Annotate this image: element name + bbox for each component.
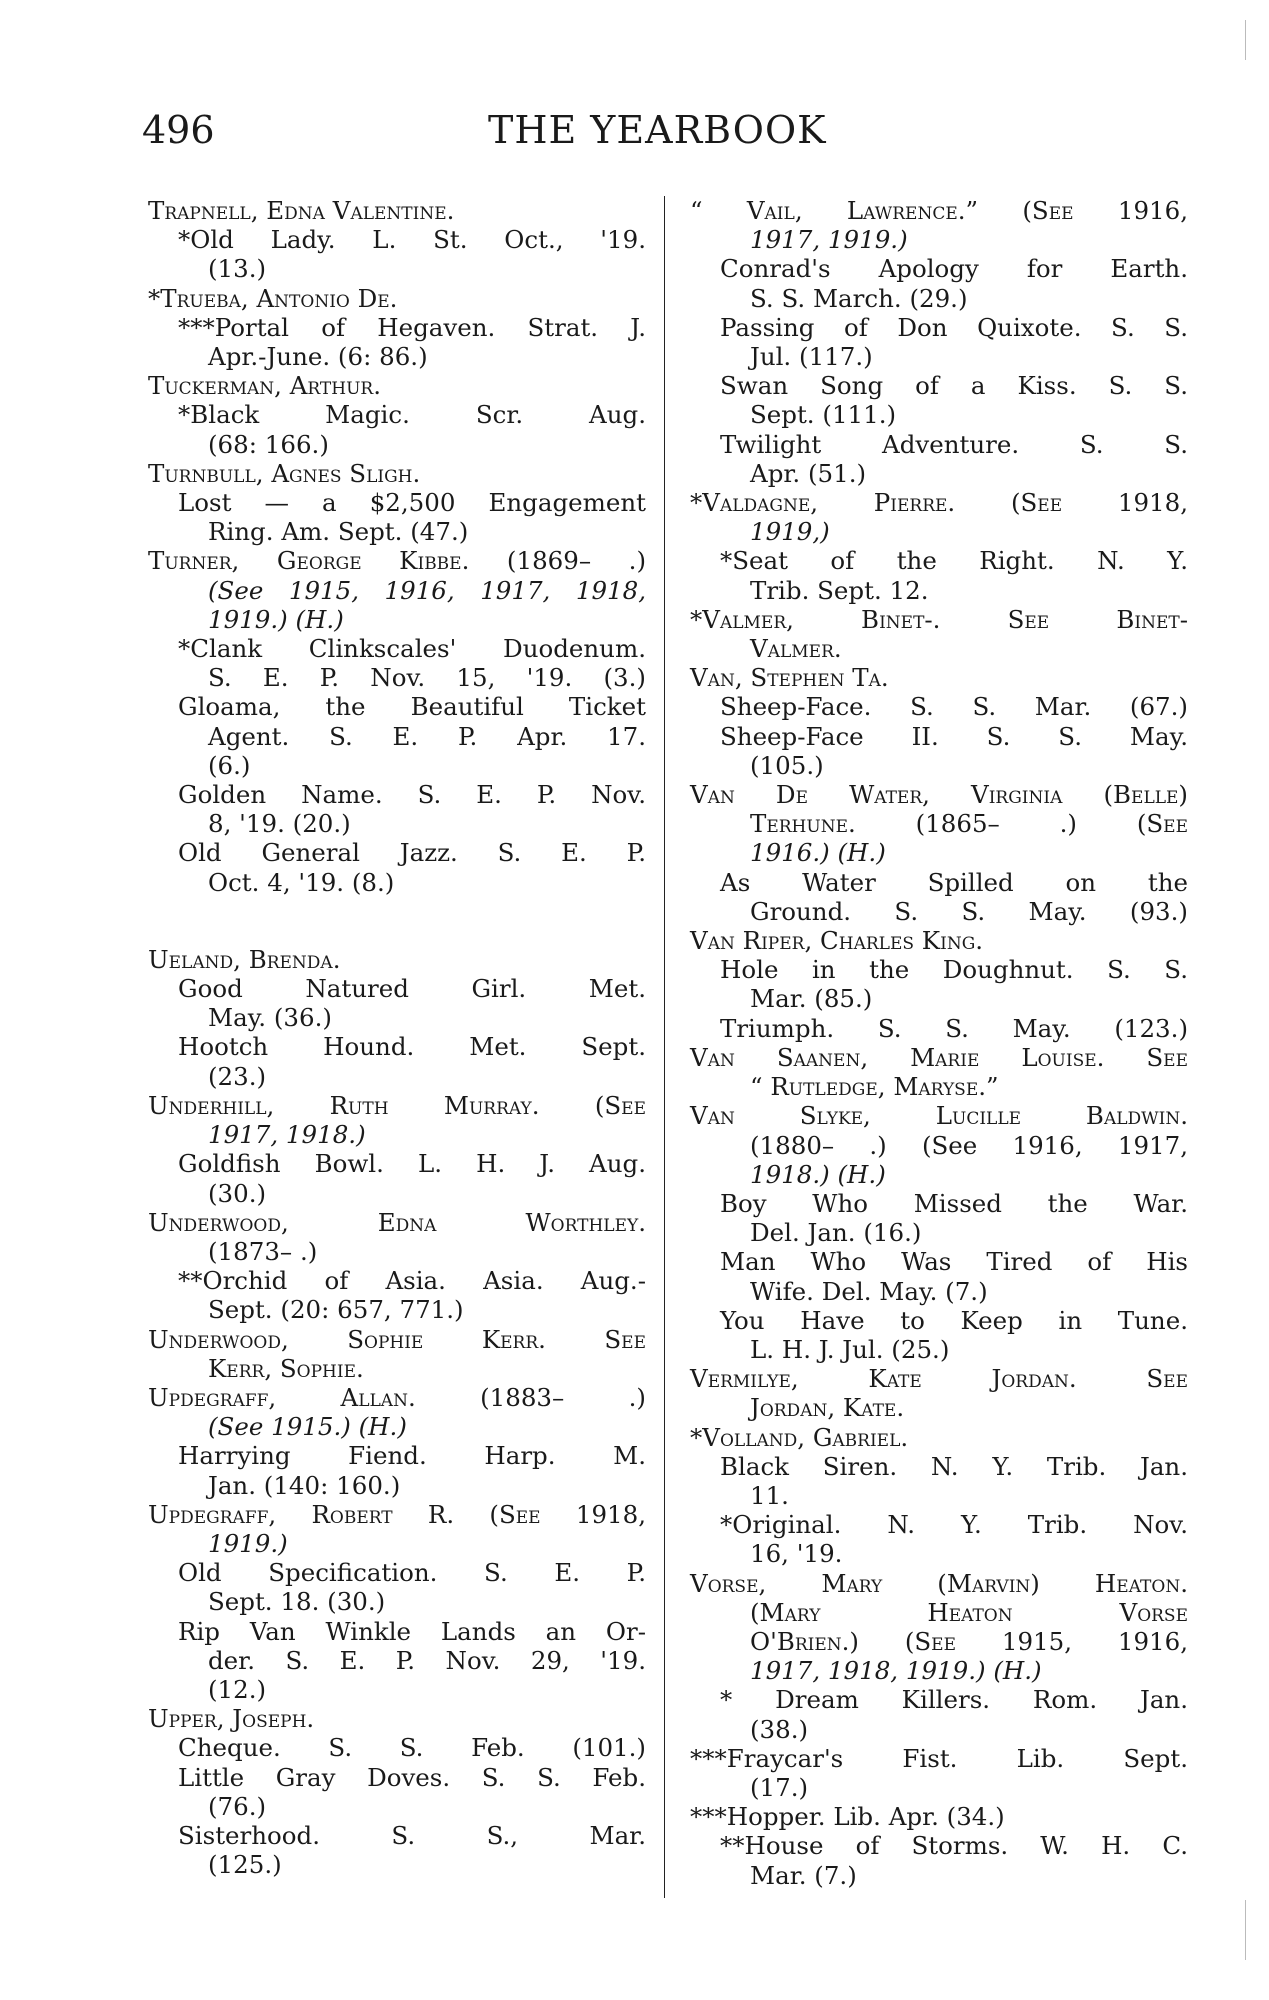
index-line: Sept. (111.) xyxy=(750,400,897,430)
index-line: Turnbull, Agnes Sligh. xyxy=(148,458,421,488)
index-line: Gloama, the Beautiful Ticket xyxy=(178,692,646,722)
left-column xyxy=(148,196,646,1879)
index-line: Triumph. S. S. May. (123.) xyxy=(720,1013,1188,1043)
index-line: Terhune. (1865– .) (See xyxy=(750,809,1188,839)
index-line: S. S. March. (29.) xyxy=(750,283,968,313)
index-line: Passing of Don Quixote. S. S. xyxy=(720,312,1188,342)
index-line: Ground. S. S. May. (93.) xyxy=(750,896,1188,926)
index-line: (See 1915.) (H.) xyxy=(208,1412,407,1442)
scan-mark xyxy=(1245,20,1246,60)
index-line: *Black Magic. Scr. Aug. xyxy=(178,400,646,430)
index-line: “ Rutledge, Maryse.” xyxy=(750,1072,999,1102)
index-line: 1919.) (H.) xyxy=(208,604,344,634)
index-line: Man Who Was Tired of His xyxy=(720,1247,1188,1277)
index-line: Lost — a $2,500 Engagement xyxy=(178,488,646,518)
index-line: Ring. Am. Sept. (47.) xyxy=(208,517,469,547)
index-line: Vorse, Mary (Marvin) Heaton. xyxy=(690,1568,1188,1598)
index-line: 1917, 1918, 1919.) (H.) xyxy=(750,1656,1042,1686)
index-line: Rip Van Winkle Lands an Or- xyxy=(178,1616,646,1646)
index-line: Van De Water, Virginia (Belle) xyxy=(690,780,1188,810)
index-line: Upper, Joseph. xyxy=(148,1704,315,1734)
index-line: (Mary Heaton Vorse xyxy=(750,1597,1188,1627)
page-header xyxy=(142,108,842,168)
index-line: * Dream Killers. Rom. Jan. xyxy=(720,1685,1188,1715)
index-line: Underhill, Ruth Murray. (See xyxy=(148,1090,646,1120)
page-number: 496 xyxy=(142,108,215,152)
index-line: (1880– .) (See 1916, 1917, xyxy=(750,1130,1188,1160)
index-line: 1916.) (H.) xyxy=(750,838,886,868)
index-line: Jul. (117.) xyxy=(750,342,873,372)
index-line: **House of Storms. W. H. C. xyxy=(720,1831,1188,1861)
index-line: 16, '19. xyxy=(750,1539,843,1569)
index-line: der. S. E. P. Nov. 29, '19. xyxy=(208,1645,646,1675)
index-line: Jan. (140: 160.) xyxy=(208,1470,401,1500)
index-section xyxy=(148,945,646,1880)
index-line: ***Fraycar's Fist. Lib. Sept. xyxy=(690,1743,1188,1773)
right-column xyxy=(690,196,1188,1890)
index-line: Sheep-Face II. S. S. May. xyxy=(720,721,1188,751)
index-line: Updegraff, Allan. (1883– .) xyxy=(148,1382,646,1412)
index-section xyxy=(148,196,646,897)
index-line: (See 1915, 1916, 1917, 1918, xyxy=(208,575,646,605)
index-line: As Water Spilled on the xyxy=(720,867,1188,897)
index-line: *Valdagne, Pierre. (See 1918, xyxy=(690,488,1188,518)
index-line: Trapnell, Edna Valentine. xyxy=(148,196,455,225)
index-line: Del. Jan. (16.) xyxy=(750,1218,922,1248)
index-line: 1919.) xyxy=(208,1528,288,1558)
index-line: Conrad's Apology for Earth. xyxy=(720,254,1188,284)
index-line: Boy Who Missed the War. xyxy=(720,1188,1188,1218)
index-line: Ueland, Brenda. xyxy=(148,944,341,974)
index-line: Wife. Del. May. (7.) xyxy=(750,1276,988,1306)
index-line: 1918.) (H.) xyxy=(750,1159,886,1189)
index-line: Vermilye, Kate Jordan. See xyxy=(690,1364,1188,1394)
index-line: (76.) xyxy=(208,1791,267,1821)
index-line: Apr. (51.) xyxy=(750,458,867,488)
index-line: *Volland, Gabriel. xyxy=(690,1422,909,1452)
index-line: Good Natured Girl. Met. xyxy=(178,974,646,1004)
index-line: (23.) xyxy=(208,1061,267,1091)
index-line: Turner, George Kibbe. (1869– .) xyxy=(148,546,646,576)
index-line: Van Saanen, Marie Louise. See xyxy=(690,1042,1188,1072)
index-line: Golden Name. S. E. P. Nov. xyxy=(178,780,646,810)
index-line: 1919,) xyxy=(750,517,830,547)
section-gap xyxy=(148,897,646,945)
index-line: ***Hopper. Lib. Apr. (34.) xyxy=(690,1802,1005,1832)
index-line: Swan Song of a Kiss. S. S. xyxy=(720,371,1188,401)
index-line: Sheep-Face. S. S. Mar. (67.) xyxy=(720,692,1188,722)
index-line: (13.) xyxy=(208,254,267,284)
index-line: Underwood, Sophie Kerr. See xyxy=(148,1324,646,1354)
index-line: Sept. 18. (30.) xyxy=(208,1587,386,1617)
index-line: (68: 166.) xyxy=(208,429,329,459)
index-line: Old Specification. S. E. P. xyxy=(178,1558,646,1588)
index-line: *Old Lady. L. St. Oct., '19. xyxy=(178,225,646,255)
index-line: Harrying Fiend. Harp. M. xyxy=(178,1441,646,1471)
index-line: (30.) xyxy=(208,1178,267,1208)
index-line: Agent. S. E. P. Apr. 17. xyxy=(208,721,646,751)
index-line: Van Riper, Charles King. xyxy=(690,926,984,956)
index-line: **Orchid of Asia. Asia. Aug.- xyxy=(178,1266,646,1296)
running-head: THE YEARBOOK xyxy=(488,108,827,152)
index-line: May. (36.) xyxy=(208,1003,332,1033)
index-line: ***Portal of Hegaven. Strat. J. xyxy=(178,312,646,342)
index-line: (125.) xyxy=(208,1850,282,1880)
index-line: Sisterhood. S. S., Mar. xyxy=(178,1820,646,1850)
index-line: Hole in the Doughnut. S. S. xyxy=(720,955,1188,985)
index-line: (105.) xyxy=(750,750,824,780)
index-line: (17.) xyxy=(750,1772,809,1802)
index-line: Mar. (7.) xyxy=(750,1860,857,1890)
index-line: You Have to Keep in Tune. xyxy=(720,1305,1188,1335)
index-line: Goldfish Bowl. L. H. J. Aug. xyxy=(178,1149,646,1179)
index-line: 11. xyxy=(750,1480,789,1510)
index-line: Black Siren. N. Y. Trib. Jan. xyxy=(720,1451,1188,1481)
index-line: (1873– .) xyxy=(208,1236,318,1266)
index-line: Little Gray Doves. S. S. Feb. xyxy=(178,1762,646,1792)
index-line: Apr.-June. (6: 86.) xyxy=(208,342,428,372)
index-line: Trib. Sept. 12. xyxy=(750,575,929,605)
column-divider xyxy=(664,196,665,1898)
index-line: S. E. P. Nov. 15, '19. (3.) xyxy=(208,663,646,693)
scan-mark xyxy=(1245,1900,1246,1960)
index-line: Kerr, Sophie. xyxy=(208,1353,364,1383)
index-line: 1917, 1918.) xyxy=(208,1120,366,1150)
index-line: Mar. (85.) xyxy=(750,984,873,1014)
index-line: Cheque. S. S. Feb. (101.) xyxy=(178,1733,646,1763)
index-line: Valmer. xyxy=(750,634,842,664)
index-line: Van, Stephen Ta. xyxy=(690,663,889,693)
index-line: Tuckerman, Arthur. xyxy=(148,371,381,401)
index-line: (38.) xyxy=(750,1714,809,1744)
index-line: Oct. 4, '19. (8.) xyxy=(208,867,395,897)
index-line: *Clank Clinkscales' Duodenum. xyxy=(178,634,646,664)
index-line: *Seat of the Right. N. Y. xyxy=(720,546,1188,576)
index-line: Van Slyke, Lucille Baldwin. xyxy=(690,1101,1188,1131)
index-line: *Valmer, Binet-. See Binet- xyxy=(690,604,1188,634)
index-line: 1917, 1919.) xyxy=(750,225,908,255)
index-line: Old General Jazz. S. E. P. xyxy=(178,838,646,868)
index-line: Underwood, Edna Worthley. xyxy=(148,1207,646,1237)
index-line: Twilight Adventure. S. S. xyxy=(720,429,1188,459)
index-line: 8, '19. (20.) xyxy=(208,809,351,839)
index-line: “ Vail, Lawrence.” (See 1916, xyxy=(690,196,1188,225)
index-line: O'Brien.) (See 1915, 1916, xyxy=(750,1626,1188,1656)
index-line: (6.) xyxy=(208,750,251,780)
index-line: Jordan, Kate. xyxy=(750,1393,905,1423)
index-line: Sept. (20: 657, 771.) xyxy=(208,1295,464,1325)
index-line: Hootch Hound. Met. Sept. xyxy=(178,1032,646,1062)
index-line: *Original. N. Y. Trib. Nov. xyxy=(720,1510,1188,1540)
index-line: *Trueba, Antonio De. xyxy=(148,283,398,313)
index-line: (12.) xyxy=(208,1674,267,1704)
index-line: L. H. J. Jul. (25.) xyxy=(750,1334,950,1364)
index-line: Updegraff, Robert R. (See 1918, xyxy=(148,1499,646,1529)
